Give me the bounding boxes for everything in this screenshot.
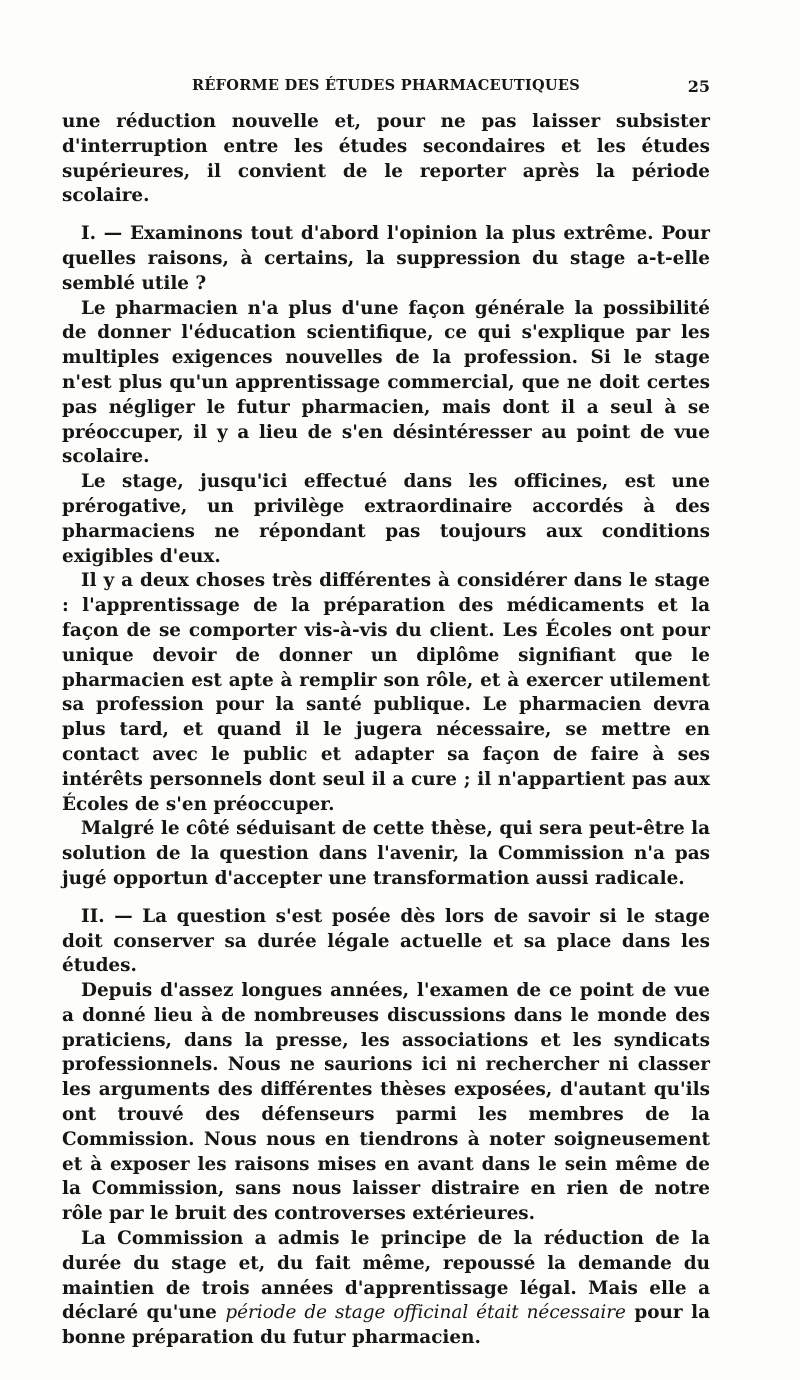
paragraph-scientific-education: Le pharmacien n'a plus d'une façon générale la possibilité de donner l'éducation scientifique, ce qui s'explique par les multiples exigences nouvelles de la profession. Si le stage n'est plus qu'un apprentissage commercial, que ne doit certes pas négliger le futur pharmacien, mais dont il a seul à se préoccuper, il y a lieu de s'en désintéresser au point de vue scolaire. — [62, 297, 710, 468]
body-text — [62, 110, 710, 1351]
paragraph-discussions: Depuis d'assez longues années, l'examen de ce point de vue a donné lieu à de nombreuses discussions dans le monde des praticiens, dans la presse, les associations et les syndicats professionnels. Nous ne saurions ici ni rechercher ni classer les arguments des différentes thèses exposées, d'autant qu'ils ont trouvé des défenseurs parmi les membres de la Commission. Nous nous en tiendrons à noter soigneusement et à exposer les raisons mises en avant dans le sein même de la Commission, sans nous laisser distraire en rien de notre rôle par le bruit des controverses extérieures. — [62, 980, 710, 1225]
paragraph-commission-rejection: Malgré le côté séduisant de cette thèse, qui sera peut-être la solution de la question dans l'avenir, la Commission n'a pas jugé opportun d'accepter une transformation aussi radicale. — [62, 818, 710, 889]
running-header — [62, 77, 710, 99]
paragraph-two-aspects: Il y a deux choses très différentes à considérer dans le stage : l'apprentissage de la préparation des médicaments et la façon de se comporter vis-à-vis du client. Les Écoles ont pour unique devoir de donner un diplôme signifiant que le pharmacien est apte à remplir son rôle, et à exercer utilement sa profession pour la santé publique. Le pharmacien devra plus tard, et quand il le jugera nécessaire, se mettre en contact avec le public et adapter sa façon de faire à ses intérêts personnels dont seul il a cure ; il n'appartient pas aux Écoles de s'en préoccuper. — [62, 570, 710, 815]
decision-text-end: pour la bonne préparation du futur pharmacien. — [62, 1302, 710, 1349]
paragraph-prerogative: Le stage, jusqu'ici effectué dans les officines, est une prérogative, un privilège extraordinaire accordés à des pharmaciens ne répondant pas toujours aux conditions exigibles d'eux. — [62, 471, 710, 567]
paragraph-commission-decision — [62, 1227, 710, 1351]
header-title: RÉFORME DES ÉTUDES PHARMACEUTIQUES — [191, 77, 581, 94]
paragraph-section-one-intro: I. — Examinons tout d'abord l'opinion la plus extrême. Pour quelles raisons, à certains, la suppression du stage a-t-elle semblé utile ? — [62, 223, 710, 294]
paragraph-continuation: une réduction nouvelle et, pour ne pas laisser subsister d'interruption entre les études secondaires et les études supérieures, il convient de le reporter après la période scolaire. — [62, 111, 710, 207]
decision-emphasis: période de stage officinal était nécessaire — [225, 1302, 626, 1324]
decision-text-start: La Commission a admis le principe de la réduction de la durée du stage et, du fait même, repoussé la demande du maintien de trois années d'apprentissage légal. Mais elle a déclaré qu'une — [62, 1228, 710, 1324]
paragraph-section-two-intro: II. — La question s'est posée dès lors de savoir si le stage doit conserver sa durée légale actuelle et sa place dans les études. — [62, 905, 710, 977]
page-number: 25 — [687, 77, 710, 96]
